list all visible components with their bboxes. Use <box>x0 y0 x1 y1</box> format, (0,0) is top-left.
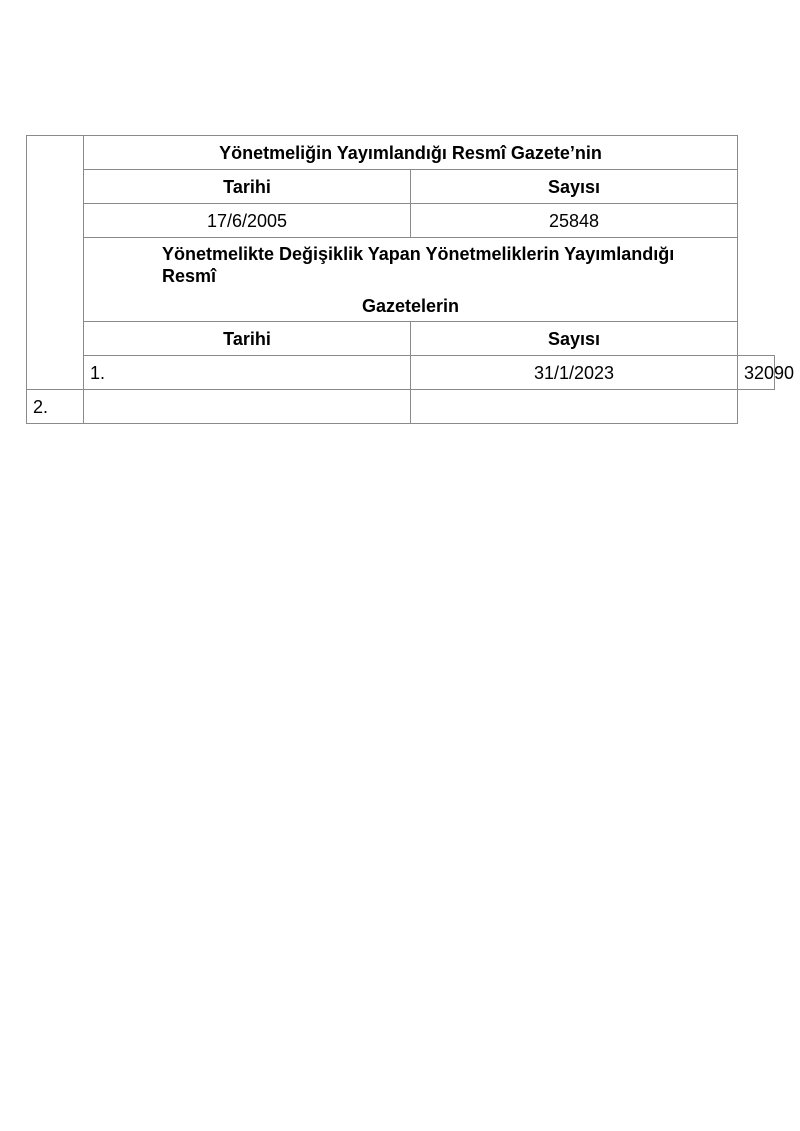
table-row <box>27 238 775 322</box>
original-date: 17/6/2005 <box>84 204 411 238</box>
row-date <box>84 390 411 424</box>
table-row <box>27 170 775 204</box>
row-index: 1. <box>84 356 411 390</box>
row-number: 32090 <box>738 356 775 390</box>
row-number <box>411 390 738 424</box>
table-row <box>27 390 775 424</box>
index-spacer-cell <box>27 136 84 390</box>
amend-number-column-header: Sayısı <box>411 322 738 356</box>
number-column-header: Sayısı <box>411 170 738 204</box>
original-number: 25848 <box>411 204 738 238</box>
row-date: 31/1/2023 <box>411 356 738 390</box>
table-row <box>27 136 775 170</box>
table-row <box>27 204 775 238</box>
gazette-table <box>26 135 795 424</box>
main-header: Yönetmeliğin Yayımlandığı Resmî Gazete’nin <box>84 136 738 170</box>
row-index: 2. <box>27 390 84 424</box>
table-row <box>27 356 775 390</box>
amendments-header-line1: Yönetmelikte Değişiklik Yapan Yönetmeliklerin Yayımlandığı Resmî <box>162 244 675 286</box>
amend-date-column-header: Tarihi <box>84 322 411 356</box>
amendments-header-line2: Gazetelerin <box>361 296 460 316</box>
table-row <box>27 322 775 356</box>
date-column-header: Tarihi <box>84 170 411 204</box>
amendments-header <box>84 238 738 322</box>
